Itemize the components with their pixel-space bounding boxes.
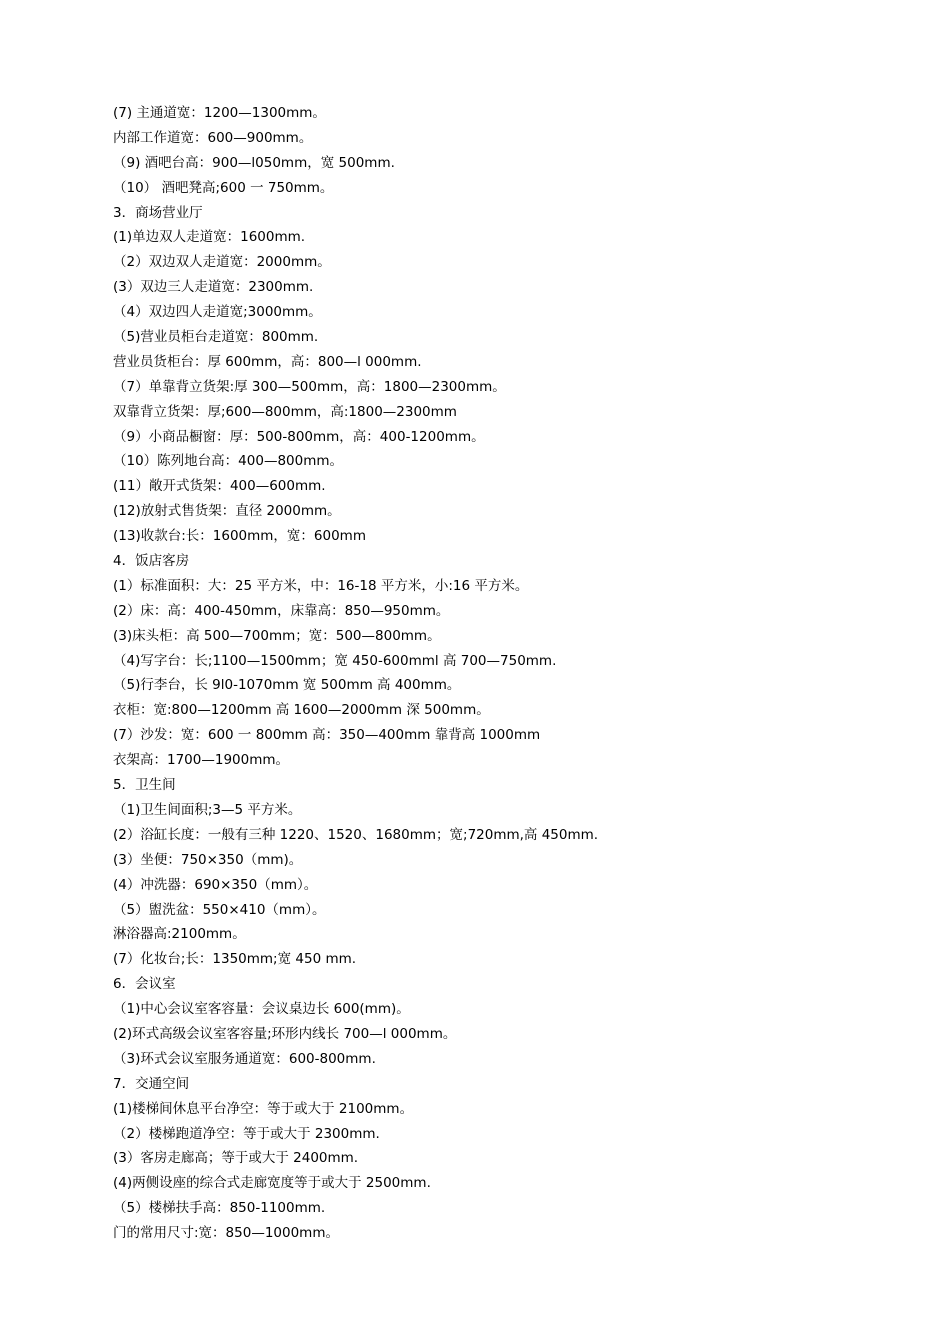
text-line: （2）楼梯跑道净空：等于或大于 2300mm. — [113, 1125, 380, 1142]
text-line: (12)放射式售货架：直径 2000mm。 — [113, 503, 341, 520]
text-line: 7．交通空间 — [113, 1075, 190, 1092]
text-line: (3)床头柜：高 500—700mm；宽：500—800mm。 — [113, 627, 441, 644]
text-line: （3)环式会议室服务通道宽：600-800mm. — [113, 1050, 376, 1067]
text-line: （10）陈列地台高：400—800mm。 — [113, 453, 344, 470]
text-line: 门的常用尺寸:宽：850—1000mm。 — [113, 1225, 339, 1242]
text-line: (1）标准面积：大：25 平方米，中：16-18 平方米，小:16 平方米。 — [113, 577, 529, 594]
text-line: (11）敞开式货架：400—600mm. — [113, 478, 326, 495]
text-line: （4)写字台：长;1100—1500mm；宽 450-600mml 高 700—750mm. — [113, 652, 557, 669]
text-line: (3）客房走廊高；等于或大于 2400mm. — [113, 1150, 359, 1167]
text-line: 营业员货柜台：厚 600mm，高：800—l 000mm. — [113, 353, 422, 370]
text-line: (13)收款台:长：1600mm，宽：600mm — [113, 528, 366, 545]
text-line: （4）双边四人走道宽;3000mm。 — [113, 304, 322, 321]
text-line: (2)环式高级会议室客容量;环形内线长 700—l 000mm。 — [113, 1025, 457, 1042]
text-line: 内部工作道宽：600—900mm。 — [113, 129, 313, 146]
text-line: （5）楼梯扶手高：850-1100mm. — [113, 1200, 326, 1217]
text-line: (3）坐便：750×350（mm)。 — [113, 851, 303, 868]
text-line: （7）单靠背立货架:厚 300—500mm，高：1800—2300mm。 — [113, 378, 506, 395]
document-body — [113, 101, 893, 1246]
text-line: 衣架高：1700—1900mm。 — [113, 752, 290, 769]
text-line: (1)单边双人走道宽：1600mm. — [113, 229, 306, 246]
text-line: 6．会议室 — [113, 976, 176, 993]
text-line: (2）床：高：400-450mm，床靠高：850—950mm。 — [113, 602, 450, 619]
text-line: （1)中心会议室客容量：会议桌边长 600(mm)。 — [113, 1001, 410, 1018]
text-line: (7) 主通道宽：1200—1300mm。 — [113, 105, 326, 121]
text-line: 淋浴器高:2100mm。 — [113, 926, 246, 943]
text-line: （10） 酒吧凳高;600 一 750mm。 — [113, 179, 334, 196]
text-line: (7）化妆台;长：1350mm;宽 450 mm. — [113, 951, 357, 968]
text-line: (4）冲洗器：690×350（mm）。 — [113, 876, 318, 893]
text-line: (7）沙发：宽：600 一 800mm 高：350—400mm 靠背高 1000mm — [113, 727, 541, 744]
text-line: (3）双边三人走道宽：2300mm. — [113, 279, 314, 296]
text-line: （9）小商品橱窗：厚：500-800mm，高：400-1200mm。 — [113, 428, 485, 445]
text-line: （5）盥洗盆：550×410（mm）。 — [113, 901, 326, 918]
text-line: 3．商场营业厅 — [113, 204, 203, 221]
text-line: （2）双边双人走道宽：2000mm。 — [113, 254, 331, 271]
text-line: (2）浴缸长度：一般有三种 1220、1520、1680mm；宽;720mm,高 450mm. — [113, 826, 599, 843]
text-line: (4)两侧设座的综合式走廊宽度等于或大于 2500mm. — [113, 1175, 431, 1192]
text-line: （1)卫生间面积;3—5 平方米。 — [113, 801, 302, 818]
text-line: 衣柜：宽:800—1200mm 高 1600—2000mm 深 500mm。 — [113, 702, 490, 719]
text-line: （5)行李台，长 9l0-1070mm 宽 500mm 高 400mm。 — [113, 677, 461, 694]
text-line: （9) 酒吧台高：900—l050mm，宽 500mm. — [113, 154, 395, 171]
text-line: 4．饭店客房 — [113, 553, 190, 570]
text-line: （5)营业员柜台走道宽：800mm. — [113, 329, 319, 346]
text-line: 5．卫生间 — [113, 777, 176, 794]
text-line: (1)楼梯间休息平台净空：等于或大于 2100mm。 — [113, 1100, 414, 1117]
text-line: 双靠背立货架：厚;600—800mm，高:1800—2300mm — [113, 403, 457, 420]
